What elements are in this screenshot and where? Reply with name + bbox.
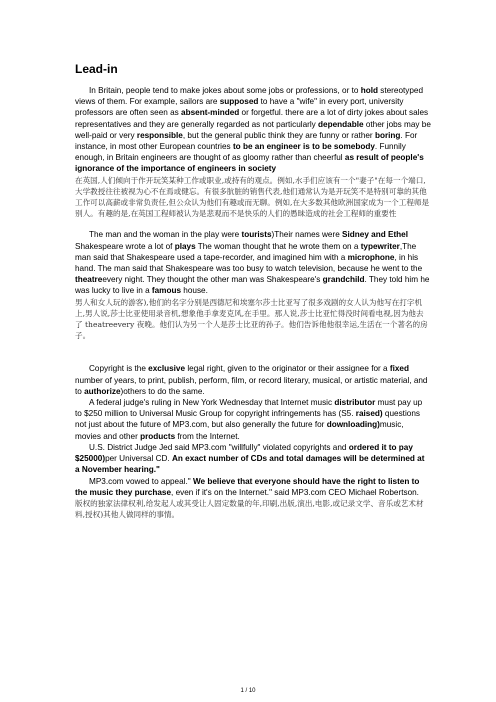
bold-run: fixed <box>389 364 409 374</box>
text-run: from the Internet. <box>175 431 240 441</box>
text-run: A federal judge's ruling in New York Wednesday that Internet music <box>89 398 335 408</box>
page-number: 1 / 10 <box>240 688 256 694</box>
text-run: . They told him he was lucky to live in a <box>75 275 430 296</box>
text-run: ,The man said that Shakespeare used a tape-recorder, and imagined him with a <box>75 241 417 262</box>
bold-run: distributor <box>334 398 376 408</box>
bold-run: dependable <box>318 119 364 129</box>
judge-paragraph <box>75 442 431 476</box>
text-run: or forgetful. there are a lot of dirty jokes about sales representatives and they are generally regarded as not particularly <box>75 108 429 129</box>
text-run: other jobs may be well-paid or very <box>75 119 431 140</box>
bold-run: grandchild <box>322 275 365 285</box>
bold-run: hold <box>360 86 378 95</box>
ruling-paragraph <box>75 397 431 442</box>
text-run: number of years, to print, publish, perform, film, or record literary, musical, or artistic material, and to <box>75 375 428 396</box>
bold-run: absent-minded <box>181 108 240 118</box>
bold-run: as result of people's ignorance of the importance of engineers in society <box>75 153 424 174</box>
bold-run: plays <box>174 241 196 251</box>
bold-run: responsible <box>136 130 183 140</box>
text-run: music, movies and other <box>75 420 404 441</box>
bold-run: tourists <box>241 230 272 240</box>
text-run: The woman thought that he wrote them on a <box>195 241 361 251</box>
text-run: must pay up to $250 million to Universal Music Group for copyright infringements has (S5. <box>75 398 423 419</box>
copyright-paragraph <box>75 363 431 397</box>
text-run: )Their names were <box>271 230 343 240</box>
bold-run: products <box>140 431 176 441</box>
play-paragraph <box>75 229 431 296</box>
text-run: , but the general public think they are funny or rather <box>182 130 375 140</box>
bold-run: ordered it to pay $25000) <box>75 442 413 464</box>
text-run: , even if it's on the Internet." said MP3.com CEO Michael Robertson. <box>171 487 419 497</box>
text-run: The man and the woman in the play were <box>89 230 242 240</box>
text-run: per Universal CD. <box>105 454 172 464</box>
text-run: . Funnily enough, in Britain engineers are thought of as gloomy rather than cheerful <box>75 142 406 163</box>
text-run: Copyright is the <box>89 364 149 374</box>
appeal-paragraph <box>75 476 431 498</box>
section-heading: Lead-in <box>75 62 118 76</box>
text-run: stereotyped views of them. For example, sailors are <box>75 86 424 107</box>
bold-run: We believe that everyone should have the right to listen to the music they purchase <box>75 476 420 497</box>
text-run: Shakespeare wrote a lot of <box>75 241 175 251</box>
text-run: house. <box>181 286 208 296</box>
bold-run: exclusive <box>148 364 186 374</box>
bold-run: Sidney and Ethel <box>342 230 408 240</box>
page-content <box>75 62 431 520</box>
bold-run: raised) <box>355 409 383 419</box>
bold-run: boring <box>374 130 401 140</box>
text-run: , in his hand. The man said that Shakespeare was too busy to watch television, because he went to the <box>75 252 423 274</box>
text-run: )others to do the same. <box>120 386 205 396</box>
lead-in-paragraph <box>75 85 431 175</box>
bold-run: theatre <box>75 275 103 285</box>
lead-in-translation: 在英国,人们倾向于作开玩笑某种工作或职业,或持有的观点。例如,水手们应该有一个"妻子"在每一个端口,大学教授往往被视为心不在焉或健忘。有很多肮脏的销售代表,他们通常认为是开玩笑不是特别可靠的其他工作可以高薪或非常负责任,但公众认为他们有趣或而无聊。例如,在大多数其他欧洲国家成为一个工程师是别人。有趣的是,在英国工程师被认为是悲观而不是快乐的人们的愚昧造成的社会工程师的重要性 <box>75 175 430 219</box>
bold-run: supposed <box>219 97 259 107</box>
bold-run: authorize <box>84 386 121 396</box>
play-translation: 男人和女人玩的游客),他们的名字分别是西德尼和埃塞尔莎士比亚写了很多戏剧的女人认为他写在打字机上,男人说,莎士比亚使用录音机,想象他手拿麦克风,在手里。那人说,莎士比亚忙得没时间看电视,因为他去了 theatreevery 夜晚。他们认为另一个人是莎士比亚的孙子。他们告诉他他很幸运,生活在一个著名的房子。 <box>75 297 428 341</box>
text-run: MP3.com vowed to appeal." <box>89 476 193 486</box>
text-run: . For instance, in most other European countries <box>75 130 418 152</box>
bold-run: typewriter <box>360 241 400 251</box>
copyright-translation: 版权的独家法律权利,给发起人或其受让人固定数量的年,印刷,出版,演出,电影,或记录文学、音乐或艺术材料,授权)其他人做同样的事情。 <box>75 498 424 520</box>
bold-run: microphone <box>347 252 395 262</box>
bold-run: downloading) <box>326 420 380 430</box>
bold-run: famous <box>151 286 182 296</box>
text-run: In Britain, people tend to make jokes about some jobs or professions, or to <box>89 86 361 95</box>
bold-run: An exact number of CDs and total damages will be determined at a November hearing." <box>75 454 425 475</box>
bold-run: to be an engineer is to be somebody <box>232 142 375 152</box>
text-run: "willfully" violated copyrights and <box>228 442 349 452</box>
text-run: to have a "wife" in every port, university professors are often seen as <box>75 97 404 118</box>
text-run: every night. They thought the other man was Shakespeare's <box>102 275 323 285</box>
text-run: U.S. District Judge Jed said MP3.com <box>89 442 229 452</box>
text-run: questions not just about the future of MP3.com, but also generally the future for <box>75 409 420 430</box>
text-run: legal right, given to the originator or their assignee for a <box>185 364 390 374</box>
